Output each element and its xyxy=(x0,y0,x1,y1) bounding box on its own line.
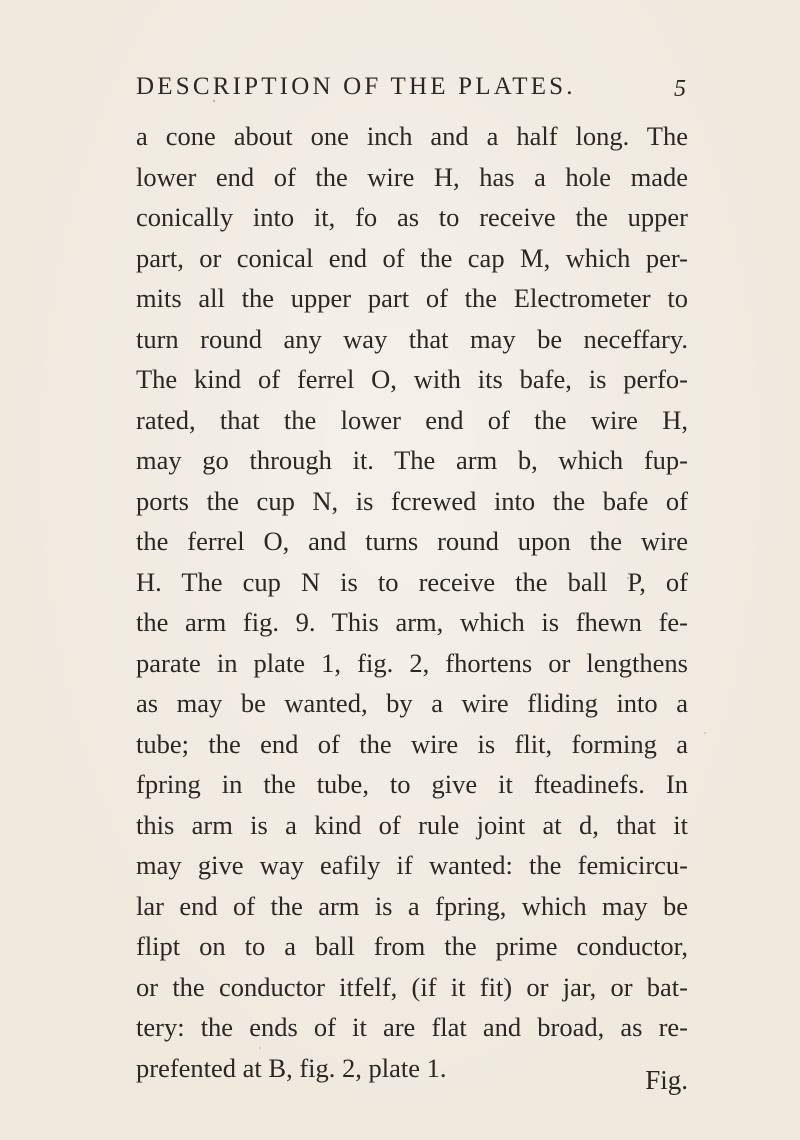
text-line: the arm fig. 9. This arm, which is fhewn fe- xyxy=(136,607,688,637)
text-line: conically into it, fo as to receive the upper xyxy=(136,202,688,232)
text-line: ports the cup N, is fcrewed into the bafe of xyxy=(136,485,688,516)
text-line: mits all the upper part of the Electrometer to xyxy=(136,283,688,313)
text-line: tube; the end of the wire is flit, forming a xyxy=(136,728,688,759)
body-text xyxy=(136,116,688,1088)
text-line: this arm is a kind of rule joint at d, that it xyxy=(136,809,688,840)
text-line: may go through it. The arm b, which fup- xyxy=(136,445,688,475)
text-line: lar end of the arm is a fpring, which may be xyxy=(136,890,688,921)
running-head xyxy=(136,72,686,102)
text-line: may give way eafily if wanted: the femicircu- xyxy=(136,850,688,880)
text-line: The kind of ferrel O, with its bafe, is perfo- xyxy=(136,364,688,394)
catchword: Fig. xyxy=(645,1065,688,1095)
text-line: rated, that the lower end of the wire H, xyxy=(136,404,688,435)
text-line: the ferrel O, and turns round upon the wire xyxy=(136,526,688,556)
text-line: or the conductor itfelf, (if it fit) or jar, or bat- xyxy=(136,971,688,1002)
text-line: H. The cup N is to receive the ball P, of xyxy=(136,566,688,597)
text-line: lower end of the wire H, has a hole made xyxy=(136,161,688,192)
text-line: part, or conical end of the cap M, which per- xyxy=(136,242,688,273)
text-line: turn round any way that may be neceffary. xyxy=(136,323,688,354)
paper-speck xyxy=(704,732,706,734)
text-line: parate in plate 1, fig. 2, fhortens or lengthens xyxy=(136,647,688,678)
page-number: 5 xyxy=(674,76,686,102)
text-line: a cone about one inch and a half long. The xyxy=(136,121,688,151)
text-line: tery: the ends of it are flat and broad, as re- xyxy=(136,1012,688,1042)
running-title: DESCRIPTION OF THE PLATES. xyxy=(136,73,576,100)
text-line: flipt on to a ball from the prime conductor, xyxy=(136,931,688,961)
text-line: fpring in the tube, to give it fteadinefs. In xyxy=(136,769,688,799)
text-line: as may be wanted, by a wire fliding into a xyxy=(136,688,688,718)
text-line: prefented at B, fig. 2, plate 1. xyxy=(136,1052,447,1083)
